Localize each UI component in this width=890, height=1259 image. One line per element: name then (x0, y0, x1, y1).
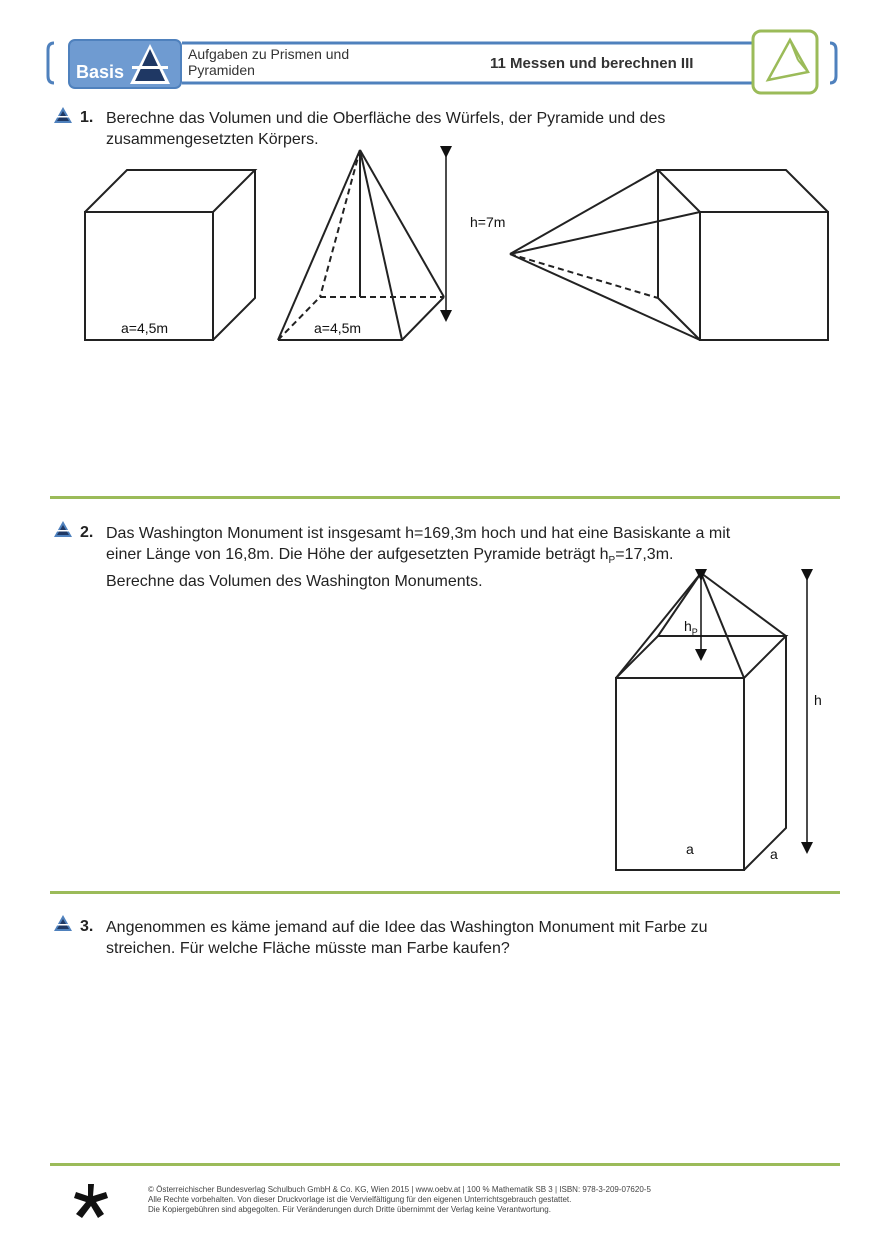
height-label: h=7m (470, 214, 506, 230)
section-divider (50, 891, 840, 894)
base-edge-side-label: a (770, 846, 778, 862)
task-1-text-line2: zusammengesetzten Körpers. (106, 131, 319, 148)
header-subtitle-line1: Aufgaben zu Prismen und (188, 46, 350, 62)
pyramid-figure (278, 150, 444, 340)
footer-line2: Alle Rechte vorbehalten. Von dieser Druckvorlage ist die Vervielfältigung für den eigenen Unterrichtsgebrauch gestattet. (148, 1195, 572, 1204)
task-2-text-line3: Berechne das Volumen des Washington Monuments. (106, 573, 483, 591)
composite-figure (510, 170, 828, 340)
footer-divider (50, 1163, 840, 1166)
header-subtitle (188, 46, 428, 78)
footer-legal-text (148, 1185, 828, 1215)
task-level-icon (54, 107, 72, 123)
hp-label-sub: P (691, 626, 698, 637)
task-2-text-line1: Das Washington Monument ist insgesamt h=169,3m hoch und hat eine Basiskante a mit (106, 525, 731, 542)
monument-figure (600, 565, 830, 880)
task-1-number: 1. (80, 109, 94, 126)
footer-line1: © Österreichischer Bundesverlag Schulbuch GmbH & Co. KG, Wien 2015 | www.oebv.at | 100 % Mathematik SB 3 | ISBN: 978-3-209-07620-5 (148, 1185, 651, 1194)
basis-badge (68, 38, 182, 90)
task-level-icon (54, 915, 72, 931)
task-1-figures (70, 140, 850, 355)
task-2-text-line2-pre: einer Länge von 16,8m. Die Höhe der aufgesetzten Pyramide beträgt h (106, 546, 609, 563)
task-3-number: 3. (80, 918, 94, 935)
task-3-text-line1: Angenommen es käme jemand auf die Idee das Washington Monument mit Farbe zu (106, 919, 708, 936)
section-divider (50, 496, 840, 499)
task-3-text (106, 917, 846, 959)
pyramid-logo-icon (750, 28, 820, 96)
task-2-hp-subscript: P (608, 555, 616, 567)
cube-figure (85, 170, 255, 340)
base-edge-front-label: a (686, 841, 694, 857)
task-level-icon (54, 521, 72, 537)
task-1-text-line1: Berechne das Volumen und die Oberfläche des Würfels, der Pyramide und des (106, 110, 666, 127)
hp-label (684, 618, 698, 637)
chapter-title: 11 Messen und berechnen III (490, 55, 694, 72)
publisher-logo-icon (70, 1182, 114, 1222)
footer-line3: Die Kopiergebühren sind abgegolten. Für Veränderungen durch Dritte übernimmt der Verlag keine Verantwortung. (148, 1205, 551, 1214)
task-2-number: 2. (80, 524, 94, 541)
cube-edge-label: a=4,5m (121, 320, 169, 336)
hp-label-main: h (684, 618, 692, 634)
header-subtitle-line2: Pyramiden (188, 62, 255, 78)
total-height-label: h (814, 692, 822, 708)
task-3-text-line2: streichen. Für welche Fläche müsste man Farbe kaufen? (106, 940, 510, 957)
pyramid-edge-label: a=4,5m (314, 320, 362, 336)
task-2-text-line2-post: =17,3m. (615, 546, 674, 563)
badge-label: Basis (76, 62, 125, 82)
